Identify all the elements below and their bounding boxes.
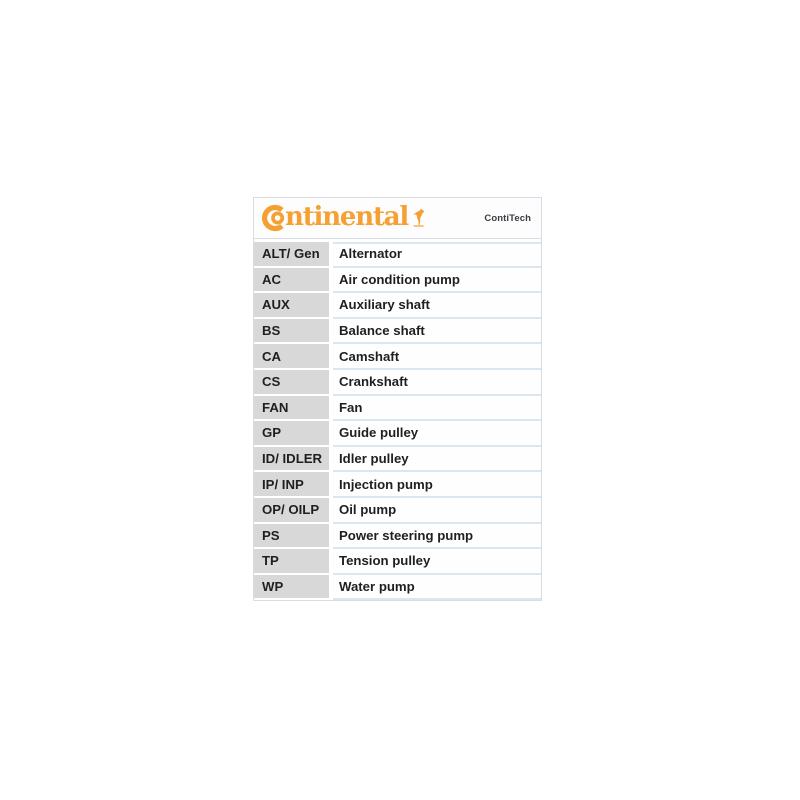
abbreviation-cell: ID/ IDLER [254,447,329,473]
table-row [254,575,541,601]
table-row [254,370,541,396]
table-row [254,447,541,473]
abbreviation-cell: CS [254,370,329,396]
meaning-cell: Auxiliary shaft [333,293,541,319]
abbreviation-cell: PS [254,524,329,550]
meaning-cell: Balance shaft [333,319,541,345]
table-row [254,293,541,319]
abbreviation-cell: AC [254,268,329,294]
abbreviation-cell: GP [254,421,329,447]
table-row [254,498,541,524]
table-row [254,268,541,294]
rearing-horse-icon [411,208,426,227]
abbreviation-cell: ALT/ Gen [254,242,329,268]
meaning-cell: Idler pulley [333,447,541,473]
table-row [254,396,541,422]
abbreviation-cell: IP/ INP [254,472,329,498]
meaning-cell: Power steering pump [333,524,541,550]
meaning-cell: Guide pulley [333,421,541,447]
contitech-label: ContiTech [484,212,531,224]
meaning-cell: Tension pulley [333,549,541,575]
panel-header [254,198,541,239]
meaning-cell: Injection pump [333,472,541,498]
legend-table [254,239,541,600]
table-row [254,421,541,447]
meaning-cell: Alternator [333,242,541,268]
abbreviation-cell: CA [254,344,329,370]
table-row [254,319,541,345]
meaning-cell: Oil pump [333,498,541,524]
meaning-cell: Camshaft [333,344,541,370]
meaning-cell: Fan [333,396,541,422]
abbreviation-cell: TP [254,549,329,575]
abbreviation-cell: OP/ OILP [254,498,329,524]
continental-logo [261,201,426,232]
brand-panel [253,197,542,601]
abbreviation-cell: WP [254,575,329,601]
abbreviation-cell: FAN [254,396,329,422]
table-row [254,472,541,498]
abbreviation-cell: AUX [254,293,329,319]
table-row [254,242,541,268]
logo-text: ntinental [285,201,409,232]
meaning-cell: Air condition pump [333,268,541,294]
table-row [254,524,541,550]
meaning-cell: Crankshaft [333,370,541,396]
top-separator [333,242,541,244]
abbreviation-cell: BS [254,319,329,345]
table-row [254,344,541,370]
meaning-cell: Water pump [333,575,541,601]
table-row [254,549,541,575]
